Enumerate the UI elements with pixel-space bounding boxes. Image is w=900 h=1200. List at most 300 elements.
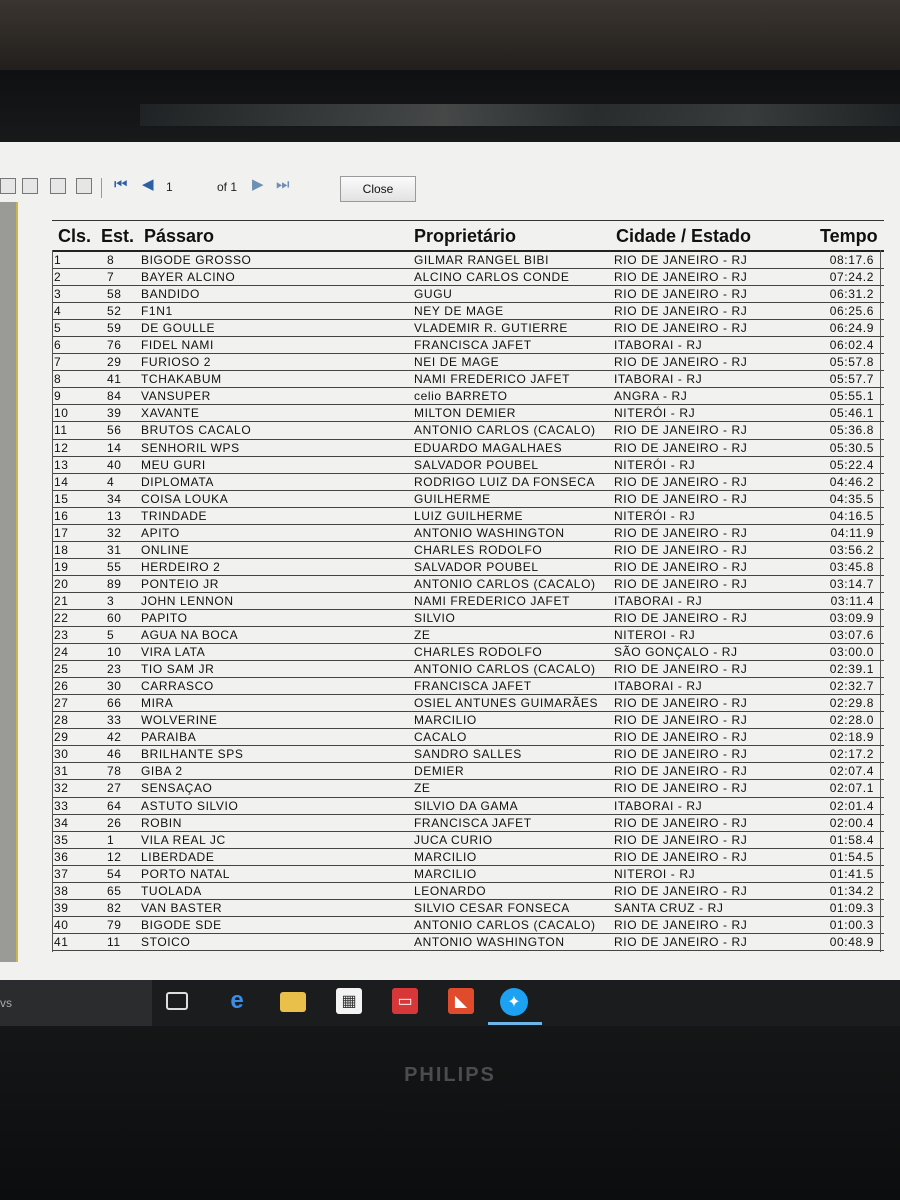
cell-cls: 19	[54, 559, 69, 574]
monitor-top-bezel	[0, 70, 900, 142]
cell-tem: 05:36.8	[829, 423, 874, 438]
cell-tem: 02:07.1	[829, 781, 874, 796]
cell-pro: ANTONIO CARLOS (CACALO)	[414, 576, 596, 591]
report-toolbar	[0, 172, 900, 208]
first-page-icon[interactable]: ⏮	[114, 176, 128, 193]
cell-est: 52	[107, 304, 122, 319]
cell-est: 46	[107, 747, 122, 762]
cell-est: 78	[107, 764, 122, 779]
cell-cls: 22	[54, 610, 69, 625]
cell-pro: ALCINO CARLOS CONDE	[414, 270, 570, 285]
cell-cls: 38	[54, 883, 69, 898]
header-tempo: Tempo	[820, 226, 878, 246]
cell-est: 10	[107, 645, 122, 660]
cell-pas: STOICO	[141, 934, 191, 949]
cell-pro: ANTONIO CARLOS (CACALO)	[414, 917, 596, 932]
cell-cid: NITEROI - RJ	[614, 628, 696, 643]
cell-cid: RIO DE JANEIRO - RJ	[614, 730, 748, 745]
cell-cid: NITERÓI - RJ	[614, 508, 696, 523]
header-top-rule	[52, 220, 884, 221]
table-row	[52, 252, 884, 269]
cell-pro: VLADEMIR R. GUTIERRE	[414, 321, 569, 336]
cell-cls: 32	[54, 781, 69, 796]
cell-est: 64	[107, 798, 122, 813]
cell-pro: ZE	[414, 781, 431, 796]
cell-cls: 10	[54, 406, 69, 421]
cell-cls: 33	[54, 798, 69, 813]
cell-cid: ITABORAI - RJ	[614, 798, 703, 813]
table-body	[52, 250, 884, 951]
cell-pas: DE GOULLE	[141, 321, 216, 336]
cell-cls: 26	[54, 679, 69, 694]
cell-est: 12	[107, 849, 122, 864]
cell-pro: GUILHERME	[414, 491, 491, 506]
twitter-icon[interactable]: ✦	[500, 988, 528, 1016]
cell-pas: VIRA LATA	[141, 645, 206, 660]
cell-tem: 02:18.9	[829, 730, 874, 745]
cell-est: 13	[107, 508, 122, 523]
cell-pro: celio BARRETO	[414, 389, 508, 404]
table-row	[52, 644, 884, 661]
cell-pro: LEONARDO	[414, 883, 487, 898]
cell-cid: RIO DE JANEIRO - RJ	[614, 270, 748, 285]
cell-cid: RIO DE JANEIRO - RJ	[614, 849, 748, 864]
table-row	[52, 371, 884, 388]
table-row	[52, 610, 884, 627]
cell-cid: RIO DE JANEIRO - RJ	[614, 832, 748, 847]
cell-cls: 6	[54, 338, 62, 353]
cell-est: 29	[107, 355, 122, 370]
next-page-icon[interactable]: ▶	[252, 176, 264, 193]
cell-cls: 13	[54, 457, 69, 472]
page-setup-icon[interactable]	[50, 178, 66, 194]
cell-cls: 16	[54, 508, 69, 523]
cell-cls: 18	[54, 542, 69, 557]
cell-cid: RIO DE JANEIRO - RJ	[614, 491, 748, 506]
cell-est: 60	[107, 610, 122, 625]
previous-page-icon[interactable]: ◀	[142, 176, 154, 193]
cell-tem: 06:31.2	[829, 287, 874, 302]
cell-est: 66	[107, 696, 122, 711]
cell-tem: 01:54.5	[829, 849, 874, 864]
cell-pro: SALVADOR POUBEL	[414, 457, 539, 472]
cell-tem: 03:14.7	[829, 576, 874, 591]
windows-taskbar	[0, 980, 900, 1026]
cell-tem: 02:00.4	[829, 815, 874, 830]
cell-cls: 39	[54, 900, 69, 915]
header-proprietario: Proprietário	[414, 226, 517, 246]
cell-cid: RIO DE JANEIRO - RJ	[614, 559, 748, 574]
table-row	[52, 661, 884, 678]
cell-tem: 01:58.4	[829, 832, 874, 847]
cell-pro: MILTON DEMIER	[414, 406, 517, 421]
cell-cid: RIO DE JANEIRO - RJ	[614, 610, 748, 625]
cell-est: 89	[107, 576, 122, 591]
table-row	[52, 900, 884, 917]
table-row	[52, 422, 884, 439]
cell-est: 56	[107, 423, 122, 438]
table-row	[52, 474, 884, 491]
cell-tem: 03:11.4	[830, 593, 874, 608]
cell-tem: 03:56.2	[829, 542, 874, 557]
table-row	[52, 798, 884, 815]
cell-pas: AGUA NA BOCA	[141, 628, 239, 643]
cell-cls: 7	[54, 355, 62, 370]
cell-pas: COISA LOUKA	[141, 491, 229, 506]
cell-cls: 4	[54, 304, 62, 319]
cell-pro: CHARLES RODOLFO	[414, 645, 543, 660]
cell-tem: 04:35.5	[829, 491, 874, 506]
cell-tem: 02:32.7	[829, 679, 874, 694]
table-row	[52, 763, 884, 780]
cell-cid: RIO DE JANEIRO - RJ	[614, 576, 748, 591]
cell-pro: ANTONIO CARLOS (CACALO)	[414, 423, 596, 438]
cell-tem: 06:24.9	[829, 321, 874, 336]
cell-pas: SENHORIL WPS	[141, 440, 240, 455]
cell-cls: 37	[54, 866, 69, 881]
cell-cid: RIO DE JANEIRO - RJ	[614, 253, 748, 267]
header-cls: Cls.	[58, 226, 92, 246]
table-row	[52, 729, 884, 746]
cell-pas: ONLINE	[141, 542, 190, 557]
cell-cid: RIO DE JANEIRO - RJ	[614, 713, 748, 728]
cell-est: 11	[107, 934, 121, 949]
cell-cid: RIO DE JANEIRO - RJ	[614, 474, 748, 489]
cell-cid: RIO DE JANEIRO - RJ	[614, 696, 748, 711]
screen-reflection	[140, 104, 900, 126]
cell-pas: FIDEL NAMI	[141, 338, 214, 353]
cell-cls: 25	[54, 662, 69, 677]
cell-est: 30	[107, 679, 122, 694]
cell-pro: ANTONIO WASHINGTON	[414, 525, 565, 540]
cell-pas: FURIOSO 2	[141, 355, 212, 370]
cell-pas: APITO	[141, 525, 180, 540]
cell-pas: VILA REAL JC	[141, 832, 226, 847]
cell-cid: RIO DE JANEIRO - RJ	[614, 917, 748, 932]
table-row	[52, 303, 884, 320]
cell-tem: 05:55.1	[829, 389, 874, 404]
table-row	[52, 576, 884, 593]
table-right-border	[880, 250, 881, 952]
cell-tem: 02:28.0	[829, 713, 874, 728]
cell-est: 34	[107, 491, 122, 506]
cell-est: 7	[107, 270, 115, 285]
header-est: Est.	[101, 226, 135, 246]
cell-pas: TUOLADA	[141, 883, 202, 898]
cell-cid: NITERÓI - RJ	[614, 406, 696, 421]
report-viewer-window	[0, 142, 900, 980]
cell-pro: CHARLES RODOLFO	[414, 542, 543, 557]
cell-est: 23	[107, 662, 122, 677]
cell-pas: PAPITO	[141, 610, 188, 625]
cell-tem: 05:46.1	[829, 406, 874, 421]
cell-pro: NEI DE MAGE	[414, 355, 500, 370]
table-row	[52, 388, 884, 405]
cell-cid: RIO DE JANEIRO - RJ	[614, 287, 748, 302]
cell-pro: MARCILIO	[414, 866, 477, 881]
cell-pro: ZE	[414, 628, 431, 643]
print-icon[interactable]	[0, 178, 16, 194]
table-row	[52, 746, 884, 763]
cell-pas: TRINDADE	[141, 508, 208, 523]
cell-cls: 29	[54, 730, 69, 745]
cell-est: 82	[107, 900, 122, 915]
monitor-brand-logo: PHILIPS	[404, 1064, 496, 1086]
cell-est: 58	[107, 287, 122, 302]
cell-tem: 00:48.9	[829, 934, 874, 949]
cell-tem: 02:01.4	[829, 798, 874, 813]
store-icon[interactable]: ▦	[336, 988, 362, 1014]
table-row	[52, 934, 884, 951]
cell-tem: 02:17.2	[829, 747, 874, 762]
reader-icon[interactable]: ▭	[392, 988, 418, 1014]
cell-pro: JUCA CURIO	[414, 832, 493, 847]
cell-pro: EDUARDO MAGALHAES	[414, 440, 563, 455]
cell-cid: ANGRA - RJ	[614, 389, 688, 404]
cell-cid: RIO DE JANEIRO - RJ	[614, 304, 748, 319]
cell-cls: 2	[54, 270, 62, 285]
table-row	[52, 712, 884, 729]
table-row	[52, 780, 884, 797]
cell-est: 27	[107, 781, 122, 796]
layout-icon[interactable]	[22, 178, 38, 194]
cell-cid: RIO DE JANEIRO - RJ	[614, 764, 748, 779]
cell-cls: 3	[54, 287, 62, 302]
cell-pro: SANDRO SALLES	[414, 747, 522, 762]
cell-pro: CACALO	[414, 730, 467, 745]
search-text: vs	[0, 996, 12, 1010]
cell-cls: 41	[54, 934, 69, 949]
last-page-icon[interactable]: ⏭	[276, 176, 290, 193]
cell-est: 1	[107, 832, 115, 847]
cell-pas: VANSUPER	[141, 389, 211, 404]
cell-cid: NITERÓI - RJ	[614, 457, 696, 472]
table-row	[52, 320, 884, 337]
cell-cls: 40	[54, 917, 69, 932]
table-row	[52, 832, 884, 849]
cell-pas: JOHN LENNON	[141, 593, 234, 608]
cell-pas: DIPLOMATA	[141, 474, 214, 489]
table-row	[52, 849, 884, 866]
cell-cid: RIO DE JANEIRO - RJ	[614, 934, 748, 949]
cell-cid: RIO DE JANEIRO - RJ	[614, 440, 748, 455]
cell-cls: 11	[54, 423, 68, 438]
close-button[interactable]: Close	[340, 176, 416, 202]
cell-est: 26	[107, 815, 122, 830]
cell-cls: 30	[54, 747, 69, 762]
cell-cls: 34	[54, 815, 69, 830]
cell-pro: FRANCISCA JAFET	[414, 338, 532, 353]
cell-cid: SÃO GONÇALO - RJ	[614, 645, 738, 660]
active-app-indicator	[488, 1022, 542, 1025]
left-scroll-panel[interactable]	[0, 202, 18, 962]
cell-cid: RIO DE JANEIRO - RJ	[614, 781, 748, 796]
cell-tem: 03:45.8	[829, 559, 874, 574]
export-icon[interactable]	[76, 178, 92, 194]
cell-pas: BIGODE SDE	[141, 917, 222, 932]
cell-pas: CARRASCO	[141, 679, 214, 694]
cell-tem: 01:00.3	[829, 917, 874, 932]
table-row	[52, 525, 884, 542]
cell-tem: 03:07.6	[829, 628, 874, 643]
cell-pro: OSIEL ANTUNES GUIMARÃES	[414, 696, 599, 711]
cell-est: 54	[107, 866, 122, 881]
cell-tem: 04:11.9	[830, 525, 874, 540]
cell-tem: 05:57.7	[829, 372, 874, 387]
cell-tem: 01:34.2	[829, 883, 874, 898]
cell-pro: FRANCISCA JAFET	[414, 815, 532, 830]
cell-pas: PARAIBA	[141, 730, 197, 745]
cell-tem: 03:09.9	[829, 610, 874, 625]
cell-tem: 07:24.2	[829, 270, 874, 285]
cell-tem: 08:17.6	[829, 253, 874, 267]
cell-pas: MEU GURI	[141, 457, 206, 472]
cell-est: 33	[107, 713, 122, 728]
cell-tem: 04:46.2	[829, 474, 874, 489]
table-row	[52, 883, 884, 900]
table-row	[52, 815, 884, 832]
cell-pro: GUGU	[414, 287, 453, 302]
cell-pro: MARCILIO	[414, 849, 477, 864]
cell-cls: 14	[54, 474, 69, 489]
cell-pro: SILVIO DA GAMA	[414, 798, 519, 813]
cell-est: 65	[107, 883, 122, 898]
table-row	[52, 508, 884, 525]
cell-pro: MARCILIO	[414, 713, 477, 728]
cell-est: 40	[107, 457, 122, 472]
cell-pas: TCHAKABUM	[141, 372, 222, 387]
table-row	[52, 917, 884, 934]
cell-cls: 24	[54, 645, 69, 660]
cell-est: 42	[107, 730, 122, 745]
table-row	[52, 457, 884, 474]
taskbar-search-box[interactable]	[0, 980, 152, 1026]
cell-cls: 36	[54, 849, 69, 864]
cell-pas: ROBIN	[141, 815, 183, 830]
cell-tem: 05:57.8	[829, 355, 874, 370]
cell-pro: ANTONIO WASHINGTON	[414, 934, 565, 949]
table-left-border	[52, 250, 53, 952]
cell-pro: GILMAR RANGEL BIBI	[414, 253, 550, 267]
cell-cls: 31	[54, 764, 69, 779]
cell-tem: 02:07.4	[829, 764, 874, 779]
cell-tem: 02:29.8	[829, 696, 874, 711]
cell-pro: FRANCISCA JAFET	[414, 679, 532, 694]
cell-tem: 02:39.1	[829, 662, 874, 677]
table-row	[52, 405, 884, 422]
cell-pas: BAYER ALCINO	[141, 270, 236, 285]
cell-pas: SENSAÇAO	[141, 781, 213, 796]
page-count-label: of 1	[217, 180, 238, 194]
table-row	[52, 286, 884, 303]
cell-pas: BRUTOS CACALO	[141, 423, 252, 438]
cell-est: 3	[107, 593, 115, 608]
cell-cid: ITABORAI - RJ	[614, 372, 703, 387]
cell-cid: RIO DE JANEIRO - RJ	[614, 321, 748, 336]
cell-pas: F1N1	[141, 304, 173, 319]
cell-tem: 06:02.4	[829, 338, 874, 353]
cell-cid: RIO DE JANEIRO - RJ	[614, 542, 748, 557]
cell-est: 59	[107, 321, 122, 336]
cell-cid: RIO DE JANEIRO - RJ	[614, 815, 748, 830]
cell-cls: 20	[54, 576, 69, 591]
table-row	[52, 559, 884, 576]
cell-cid: ITABORAI - RJ	[614, 338, 703, 353]
cell-est: 84	[107, 389, 122, 404]
cell-tem: 06:25.6	[829, 304, 874, 319]
cell-cid: NITEROI - RJ	[614, 866, 696, 881]
cell-est: 41	[107, 372, 122, 387]
table-row	[52, 627, 884, 644]
pdf-icon[interactable]: ◣	[448, 988, 474, 1014]
cell-est: 76	[107, 338, 122, 353]
cell-pas: LIBERDADE	[141, 849, 215, 864]
cell-pro: DEMIER	[414, 764, 465, 779]
table-row	[52, 269, 884, 286]
cell-cls: 9	[54, 389, 62, 404]
cell-pro: LUIZ GUILHERME	[414, 508, 524, 523]
cell-est: 79	[107, 917, 122, 932]
cell-cid: RIO DE JANEIRO - RJ	[614, 423, 748, 438]
table-row	[52, 678, 884, 695]
table-row	[52, 354, 884, 371]
cell-cid: RIO DE JANEIRO - RJ	[614, 355, 748, 370]
cell-pas: VAN BASTER	[141, 900, 223, 915]
cell-cls: 8	[54, 372, 62, 387]
cell-cls: 27	[54, 696, 69, 711]
cell-cls: 17	[54, 525, 69, 540]
table-row	[52, 542, 884, 559]
edge-icon[interactable]: e	[230, 987, 244, 1014]
cell-tem: 01:09.3	[829, 900, 874, 915]
cell-cid: ITABORAI - RJ	[614, 593, 703, 608]
header-passaro: Pássaro	[144, 226, 215, 246]
cell-pro: NEY DE MAGE	[414, 304, 504, 319]
current-page-number[interactable]: 1	[166, 180, 173, 194]
cell-est: 32	[107, 525, 122, 540]
cell-pas: BIGODE GROSSO	[141, 253, 252, 267]
cell-pro: NAMI FREDERICO JAFET	[414, 593, 571, 608]
cell-pas: BANDIDO	[141, 287, 200, 302]
cell-cls: 35	[54, 832, 69, 847]
task-view-icon[interactable]	[166, 992, 188, 1010]
header-cidade-estado: Cidade / Estado	[616, 226, 752, 246]
cell-pas: PORTO NATAL	[141, 866, 231, 881]
cell-cid: SANTA CRUZ - RJ	[614, 900, 724, 915]
cell-est: 39	[107, 406, 122, 421]
cell-est: 31	[107, 542, 122, 557]
cell-tem: 04:16.5	[829, 508, 874, 523]
cell-pas: XAVANTE	[141, 406, 200, 421]
table-row	[52, 491, 884, 508]
cell-est: 55	[107, 559, 122, 574]
cell-pas: ASTUTO SILVIO	[141, 798, 239, 813]
cell-cls: 28	[54, 713, 69, 728]
cell-cid: RIO DE JANEIRO - RJ	[614, 747, 748, 762]
cell-pas: TIO SAM JR	[141, 662, 215, 677]
cell-tem: 01:41.5	[829, 866, 874, 881]
cell-est: 5	[107, 628, 115, 643]
cell-est: 8	[107, 253, 115, 267]
file-explorer-icon[interactable]	[280, 992, 306, 1012]
cell-cid: ITABORAI - RJ	[614, 679, 703, 694]
cell-cls: 12	[54, 440, 69, 455]
cell-pas: GIBA 2	[141, 764, 183, 779]
cell-cid: RIO DE JANEIRO - RJ	[614, 662, 748, 677]
cell-pro: RODRIGO LUIZ DA FONSECA	[414, 474, 596, 489]
cell-pas: WOLVERINE	[141, 713, 218, 728]
monitor-bottom-bezel	[0, 1026, 900, 1200]
